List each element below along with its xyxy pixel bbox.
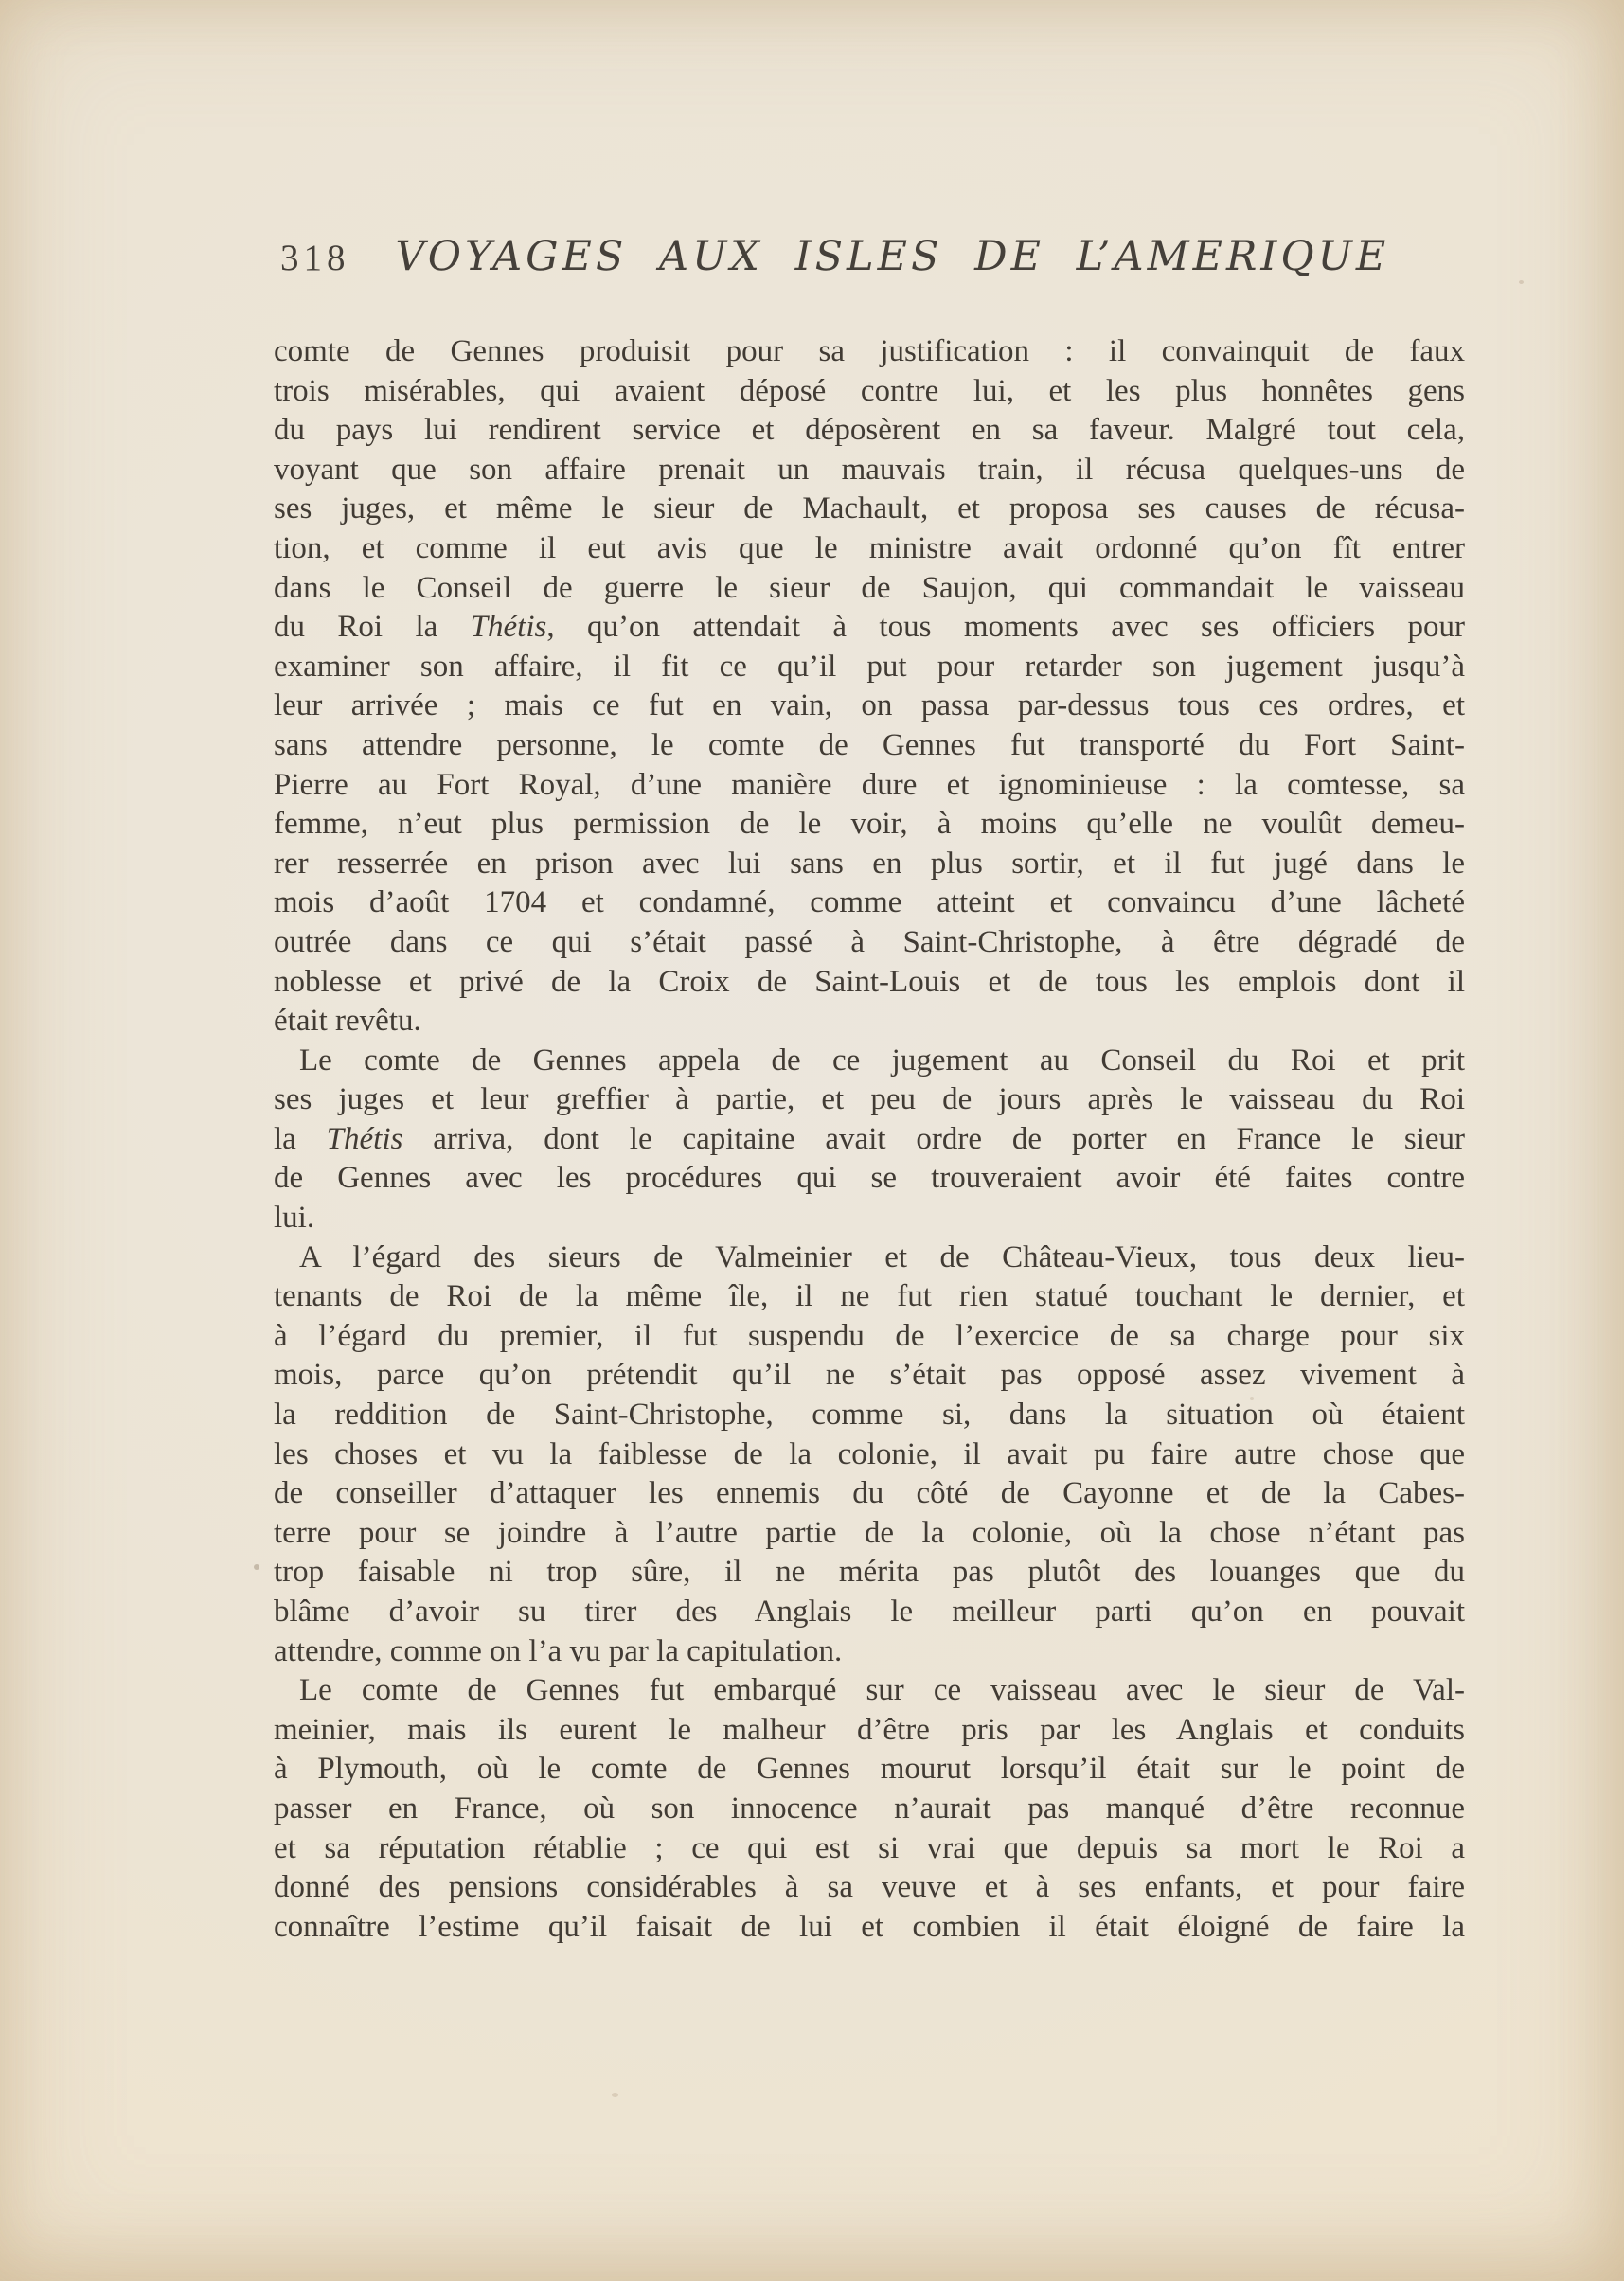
text-line: les choses et vu la faiblesse de la colonie, il avait pu faire autre chose que <box>274 1436 1465 1471</box>
text-block <box>274 332 1465 1947</box>
paper-speck <box>1519 280 1524 284</box>
italic-word: Thétis <box>470 610 547 645</box>
italic-word: Thétis <box>326 1121 403 1156</box>
text-line: outrée dans ce qui s’était passé à Saint-Christophe, à être dégradé de <box>274 924 1465 959</box>
text-line: examiner son affaire, il fit ce qu’il put pour retarder son jugement jusqu’à <box>274 649 1465 684</box>
page-number: 318 <box>280 238 350 278</box>
text-line: à Plymouth, où le comte de Gennes mourut lorsqu’il était sur le point de <box>274 1752 1465 1787</box>
text-line: était revêtu. <box>274 1004 421 1039</box>
text-line: terre pour se joindre à l’autre partie de la colonie, où la chose n’étant pas <box>274 1515 1465 1550</box>
text-line: leur arrivée ; mais ce fut en vain, on passa par-dessus tous ces ordres, et <box>274 688 1465 723</box>
text-line: à l’égard du premier, il fut suspendu de l’exercice de sa charge pour six <box>274 1318 1465 1353</box>
text-line: la Thétis arriva, dont le capitaine avait ordre de porter en France le sieur <box>274 1121 1465 1156</box>
text-line: Le comte de Gennes appela de ce jugement au Conseil du Roi et prit <box>299 1042 1465 1078</box>
text-line: noblesse et privé de la Croix de Saint-Louis et de tous les emplois dont il <box>274 964 1465 999</box>
text-line: attendre, comme on l’a vu par la capitulation. <box>274 1633 843 1668</box>
text-line: donné des pensions considérables à sa veuve et à ses enfants, et pour faire <box>274 1870 1465 1905</box>
text-line: du pays lui rendirent service et déposèrent en sa faveur. Malgré tout cela, <box>274 413 1465 448</box>
running-head <box>280 233 1389 280</box>
text-line: tenants de Roi de la même île, il ne fut rien statué touchant le dernier, et <box>274 1279 1465 1314</box>
text-line: blâme d’avoir su tirer des Anglais le meilleur parti qu’on en pouvait <box>274 1595 1465 1629</box>
text-line: ses juges, et même le sieur de Machault, et proposa ses causes de récusa- <box>274 491 1465 526</box>
paragraph <box>274 1042 1465 1239</box>
text-line: la reddition de Saint-Christophe, comme si, dans la situation où étaient <box>274 1398 1465 1433</box>
text-line: connaître l’estime qu’il faisait de lui et combien il était éloigné de faire la <box>274 1909 1465 1944</box>
paper-speck <box>612 2093 618 2097</box>
text-line: de Gennes avec les procédures qui se trouveraient avoir été faites contre <box>274 1161 1465 1196</box>
text-line: mois, parce qu’on prétendit qu’il ne s’était pas opposé assez vivement à <box>274 1358 1465 1393</box>
text-line: femme, n’eut plus permission de le voir, à moins qu’elle ne voulût demeu- <box>274 807 1465 842</box>
paragraph <box>274 1239 1465 1672</box>
text-line: du Roi la Thétis, qu’on attendait à tous moments avec ses officiers pour <box>274 610 1465 645</box>
text-line: voyant que son affaire prenait un mauvais train, il récusa quelques-uns de <box>274 452 1465 487</box>
paper-speck <box>1250 1397 1254 1400</box>
text-line: passer en France, où son innocence n’aurait pas manqué d’être reconnue <box>274 1791 1465 1826</box>
running-title: VOYAGES AUX ISLES DE L’AMERIQUE <box>395 233 1390 280</box>
text-line: lui. <box>274 1201 315 1236</box>
text-line: trop faisable ni trop sûre, il ne mérita pas plutôt des louanges que du <box>274 1555 1465 1590</box>
text-line: ses juges et leur greffier à partie, et peu de jours après le vaisseau du Roi <box>274 1082 1465 1117</box>
text-line: comte de Gennes produisit pour sa justification : il convainquit de faux <box>274 334 1465 368</box>
text-line: mois d’août 1704 et condamné, comme atteint et convaincu d’une lâcheté <box>274 885 1465 920</box>
text-line: A l’égard des sieurs de Valmeinier et de Château-Vieux, tous deux lieu- <box>299 1239 1465 1274</box>
text-line: dans le Conseil de guerre le sieur de Saujon, qui commandait le vaisseau <box>274 570 1465 605</box>
text-line: rer resserrée en prison avec lui sans en plus sortir, et il fut jugé dans le <box>274 846 1465 881</box>
text-line: sans attendre personne, le comte de Gennes fut transporté du Fort Saint- <box>274 727 1465 762</box>
paragraph <box>274 332 1465 1042</box>
text-line: de conseiller d’attaquer les ennemis du côté de Cayonne et de la Cabes- <box>274 1476 1465 1511</box>
text-line: tion, et comme il eut avis que le ministre avait ordonné qu’on fît entrer <box>274 530 1465 565</box>
text-line: Pierre au Fort Royal, d’une manière dure et ignominieuse : la comtesse, sa <box>274 767 1465 802</box>
text-line: Le comte de Gennes fut embarqué sur ce vaisseau avec le sieur de Val- <box>299 1673 1465 1708</box>
text-line: trois misérables, qui avaient déposé contre lui, et les plus honnêtes gens <box>274 373 1465 408</box>
paper-speck <box>254 1564 259 1570</box>
text-line: et sa réputation rétablie ; ce qui est si vrai que depuis sa mort le Roi a <box>274 1830 1465 1865</box>
text-line: meinier, mais ils eurent le malheur d’être pris par les Anglais et conduits <box>274 1712 1465 1747</box>
paragraph <box>274 1671 1465 1947</box>
